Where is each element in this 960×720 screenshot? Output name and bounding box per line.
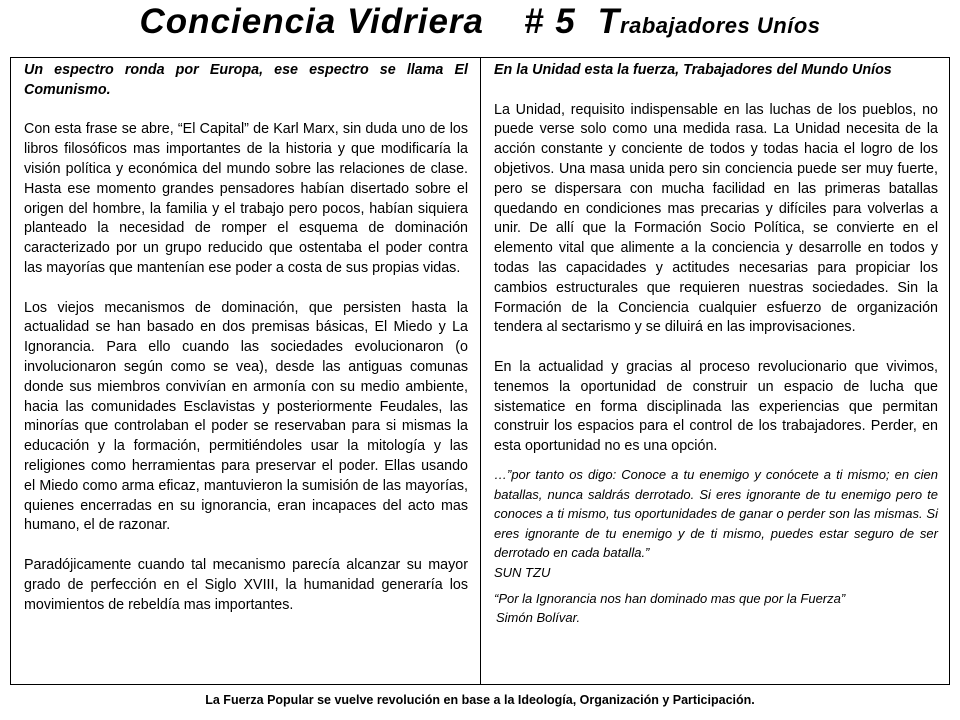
quote-sun-tzu: …”por tanto os digo: Conoce a tu enemigo y conócete a ti mismo; en cien batallas, nunca saldrás derrotado. Si eres ignorante de tu enemigo pero te conoces a ti mismo, tus oportunidades de ganar o perder son las mismas. Si eres ignorante de tu enemigo y de ti mismo, puedes estar seguro de ser derrotado en cada batalla.” (494, 466, 938, 561)
left-paragraph-3: Paradójicamente cuando tal mecanismo parecía alcanzar su mayor grado de perfección en el Siglo XVIII, la humanidad generaría los movimientos de rebeldía mas importantes. (24, 556, 468, 613)
quote-bolivar: “Por la Ignorancia nos han dominado mas que por la Fuerza” (494, 590, 846, 606)
left-lead: Un espectro ronda por Europa, ese espectro se llama El Comunismo. (24, 62, 468, 98)
right-column (494, 61, 938, 628)
footer-slogan: La Fuerza Popular se vuelve revolución en base a la Ideología, Organización y Participación. (205, 693, 755, 707)
quote-bolivar-author: Simón Bolívar. (496, 610, 581, 626)
left-column (24, 61, 468, 635)
left-paragraph-1: Con esta frase se abre, “El Capital” de Karl Marx, sin duda uno de los libros filosóficos mas importantes de la historia y que modificaría la visión política y económica del mundo sobre las relaciones de clase. Hasta ese momento grandes pensadores habían disertado sobre el origen del hombre, la familia y el trabajo pero pocos, habían siquiera planteado la necesidad de romper el esquema de dominación caracterizado por un grupo reducido que ostentaba el poder contra las mayorías que mantenían ese poder a costa de sus propias vidas. (24, 121, 468, 276)
title-rest: rabajadores Uníos (620, 13, 821, 38)
page-title (0, 2, 960, 42)
title-main: Conciencia Vidriera (139, 2, 484, 41)
right-lead: En la Unidad esta la fuerza, Trabajadores del Mundo Uníos (494, 62, 892, 78)
title-number: # 5 (524, 2, 576, 41)
column-divider (480, 57, 481, 685)
right-paragraph-2: En la actualidad y gracias al proceso revolucionario que vivimos, tenemos la oportunidad de construir un espacio de lucha que sistematice en forma disciplinada las experiencias que permitan construir los espacios para el control de los trabajadores. Perder, en esta oportunidad no es una opción. (494, 358, 938, 455)
title-cap: T (597, 2, 621, 41)
right-paragraph-1: La Unidad, requisito indispensable en las luchas de los pueblos, no puede verse solo como una medida rasa. La Unidad necesita de la acción constante y conciente de todos y todas hacia el logro de los objetivos. Una masa unida pero sin conciencia puede ser muy fuerte, pero se dispersara con mucha facilidad en las primeras batallas quedando en condiciones mas precarias y difíciles para volverlas a unir. De allí que la Formación Socio Política, se convierte en el elemento vital que alimente a la conciencia y desarrolle en todos y todas las capacidades y actitudes necesarias para propiciar los cambios estructurales que requieren nuestras sociedades. Sin la Formación de la Conciencia cualquier esfuerzo de organización tendera al sectarismo y se diluirá en las improvisaciones. (494, 101, 938, 336)
quote-sun-tzu-author: SUN TZU (494, 564, 551, 580)
left-paragraph-2: Los viejos mecanismos de dominación, que persisten hasta la actualidad se han basado en dos premisas básicas, El Miedo y La Ignorancia. Para ello cuando las sociedades evolucionaron (o involucionaron según como se vea), desde las antiguas comunas donde sus miembros convivían en armonía con su medio ambiente, hacia las comunidades Esclavistas y posteriormente Feudales, las minorías que controlaban el poder se reservaban para si mismas la educación y la formación, permitiéndoles usar la mitología y las religiones como herramientas para preservar el poder. Ellas usando el Miedo como arma eficaz, mantuvieron la sumisión de las mayorías, quienes encerradas en su ignorancia, eran incapaces del acto mas humano, el de razonar. (24, 299, 468, 534)
